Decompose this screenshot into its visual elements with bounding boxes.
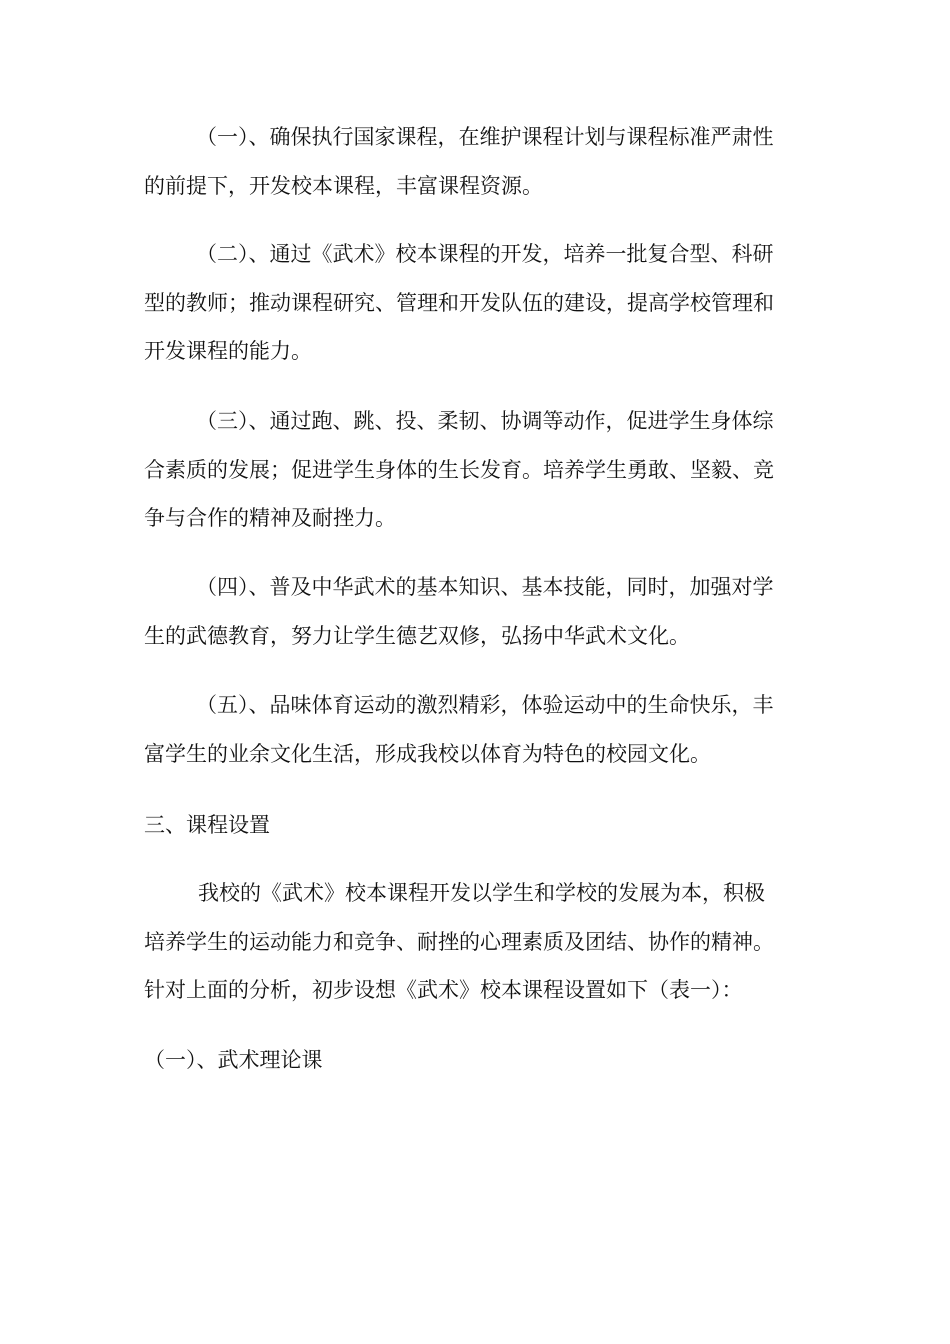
- paragraph-line: 我校的《武术》校本课程开发以学生和学校的发展为本，积极: [198, 881, 765, 905]
- paragraph-line: 富学生的业余文化生活，形成我校以体育为特色的校园文化。: [144, 741, 711, 766]
- subheading: （一）、武术理论课: [144, 1048, 323, 1072]
- paragraph-line: （三）、通过跑、跳、投、柔韧、协调等动作，促进学生身体综: [196, 409, 774, 433]
- paragraph-1: [144, 113, 812, 210]
- section-heading: 三、课程设置: [144, 813, 270, 837]
- paragraph-line: 的前提下，开发校本课程，丰富课程资源。: [144, 173, 543, 198]
- paragraph-line: （四）、普及中华武术的基本知识、基本技能，同时，加强对学: [196, 575, 774, 599]
- paragraph-line: 型的教师；推动课程研究、管理和开发队伍的建设，提高学校管理和: [144, 290, 774, 315]
- section-paragraph: [144, 869, 812, 1015]
- paragraph-line: 针对上面的分析，初步设想《武术》校本课程设置如下（表一）：: [144, 978, 743, 1002]
- paragraph-line: 开发课程的能力。: [144, 339, 312, 363]
- paragraph-line: 培养学生的运动能力和竞争、耐挫的心理素质及团结、协作的精神。: [144, 929, 774, 954]
- paragraph-5: [144, 681, 812, 778]
- paragraph-line: 争与合作的精神及耐挫力。: [144, 506, 396, 530]
- paragraph-line: （五）、品味体育运动的激烈精彩，体验运动中的生命快乐，丰: [196, 693, 774, 717]
- paragraph-4: [144, 563, 812, 660]
- paragraph-line: 生的武德教育，努力让学生德艺双修，弘扬中华武术文化。: [144, 623, 690, 648]
- paragraph-3: [144, 397, 812, 543]
- paragraph-line: （一）、确保执行国家课程，在维护课程计划与课程标准严肃性: [196, 125, 774, 149]
- paragraph-2: [144, 230, 812, 376]
- paragraph-line: 合素质的发展；促进学生身体的生长发育。培养学生勇敢、坚毅、竞: [144, 457, 774, 482]
- paragraph-line: （二）、通过《武术》校本课程的开发，培养一批复合型、科研: [196, 242, 774, 266]
